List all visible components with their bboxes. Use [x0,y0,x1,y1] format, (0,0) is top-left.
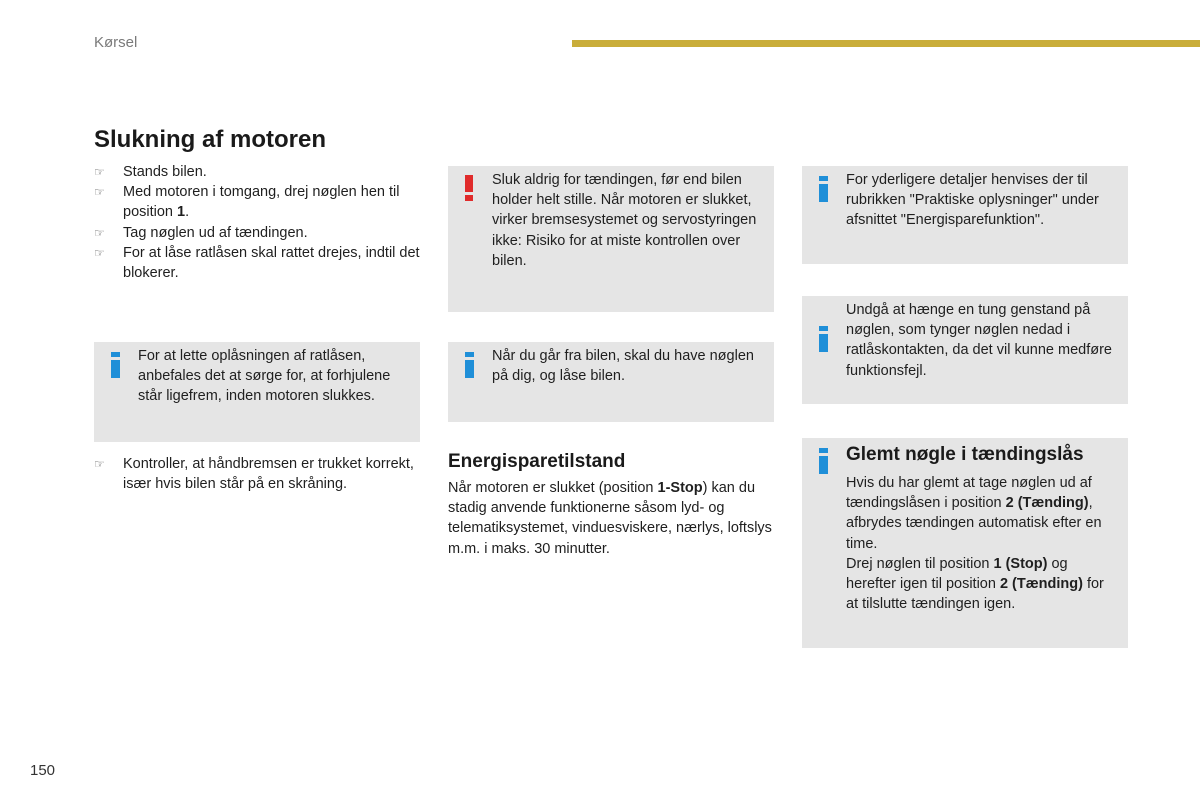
position-label: 2 (Tænding) [999,576,1083,593]
warning-icon [464,175,474,201]
info-icon [819,326,828,352]
step-position: 1 [177,204,186,221]
energy-text-end: ) kan du stadig anvende funktionerne såsom lyd- og telematiksystemet, vinduesviskere, nærlys, loftslys m.m. i maks. 30 minutter. [448,480,772,557]
tip-text: For yderligere detaljer henvises der til rubrikken "Praktiske oplysninger" under afsnittet "Energisparefunktion". [846,172,1099,229]
position-label: 1 (Stop) [993,555,1048,572]
step-text-end: . [185,204,190,221]
header-accent-bar [572,40,1200,47]
section-label: Kørsel [94,34,138,51]
list-item [94,162,424,182]
check-list [94,454,424,494]
step-text: Tag nøglen ud af tændingen. [123,224,308,241]
list-item [94,454,424,494]
forgotten-key-paragraph-2 [846,554,1116,615]
pointing-hand-icon: ☞ [94,185,105,200]
position-label: 2 (Tænding) [1005,495,1089,512]
text-start: Drej nøglen til position [846,555,994,572]
step-text: Kontroller, at håndbremsen er trukket korrekt, især hvis bilen står på en skråning. [123,456,414,493]
step-text: Med motoren i tomgang, drej nøglen hen til position [123,184,400,221]
energy-heading: Energisparetilstand [448,451,626,472]
step-text: Stands bilen. [123,164,207,180]
tip-box-steering-lock [94,342,420,442]
pointing-hand-icon: ☞ [94,225,105,240]
info-icon [819,448,828,474]
list-item [94,223,424,243]
tip-box-key [448,342,774,422]
tip-text: Undgå at hænge en tung genstand på nøglen, som tynger nøglen nedad i ratlåskontakten, da det vil kunne medføre funktionsfejl. [846,302,1112,379]
pointing-hand-icon: ☞ [94,245,105,260]
steps-list [94,162,424,283]
pointing-hand-icon: ☞ [94,165,105,179]
energy-position: 1-Stop [657,480,703,496]
energy-text-start: Når motoren er slukket (position [448,480,658,496]
page-title: Slukning af motoren [94,126,327,153]
text-end: , afbrydes tændingen automatisk efter en time. [846,495,1102,552]
text-middle: og herefter igen til position [846,555,1068,593]
list-item [94,182,424,222]
forgotten-key-heading: Glemt nøgle i tændingslås [846,444,1084,465]
forgotten-key-paragraph-1 [846,473,1116,554]
text-start: Hvis du har glemt at tage nøglen ud af tændingslåsen i position [846,475,1092,512]
forgotten-key-text [846,473,1116,614]
tip-box-heavy-object [802,296,1128,404]
energy-text [448,478,774,559]
step-text: For at låse ratlåsen skal rattet drejes, indtil det blokerer. [123,244,420,282]
pointing-hand-icon: ☞ [94,457,105,471]
forgotten-key-box [802,438,1128,648]
tip-text: Når du går fra bilen, skal du have nøglen på dig, og låse bilen. [492,348,754,385]
info-icon [111,352,120,378]
info-icon [465,352,474,378]
tip-box-details [802,166,1128,264]
tip-text: For at lette oplåsningen af ratlåsen, anbefales det at sørge for, at forhjulene står ligefrem, inden motoren slukkes. [138,348,391,405]
warning-box [448,166,774,312]
page-number: 150 [30,762,56,779]
text-end: for at tilslutte tændingen igen. [846,576,1104,613]
info-icon [819,176,828,202]
list-item [94,243,424,283]
warning-text: Sluk aldrig for tændingen, før end bilen holder helt stille. Når motoren er slukket, virker bremsesystemet og servostyringen ikke: Risiko for at miste kontrollen over bilen. [492,172,757,269]
